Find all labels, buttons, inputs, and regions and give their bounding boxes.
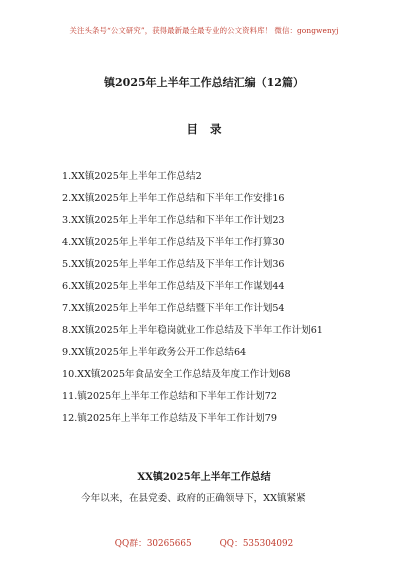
footer-qq-number: QQ：535304092 bbox=[219, 539, 294, 549]
toc-item[interactable]: 4.XX镇2025年上半年工作总结及下半年工作打算30 bbox=[62, 237, 285, 248]
toc-item[interactable]: 6.XX镇2025年上半年工作总结及下半年工作谋划44 bbox=[62, 281, 285, 292]
header-promo-note: 关注头条号“公文研究”，获得最新最全最专业的公文资料库！ 微信：gongwenyj bbox=[69, 26, 339, 35]
section-title: XX镇2025年上半年工作总结 bbox=[137, 472, 271, 483]
table-of-contents bbox=[62, 166, 362, 430]
toc-item[interactable]: 8.XX镇2025年上半年稳岗就业工作总结及下半年工作计划61 bbox=[62, 325, 323, 336]
toc-item[interactable]: 10.XX镇2025年食品安全工作总结及年度工作计划68 bbox=[62, 369, 291, 380]
toc-item[interactable]: 12.镇2025年上半年工作总结及下半年工作计划79 bbox=[62, 413, 277, 424]
document-title: 镇2025年上半年工作总结汇编（12篇） bbox=[104, 76, 304, 89]
toc-item[interactable]: 9.XX镇2025年上半年政务公开工作总结64 bbox=[62, 347, 247, 358]
toc-item[interactable]: 11.镇2025年上半年工作总结和下半年工作计划72 bbox=[62, 391, 277, 402]
toc-item[interactable]: 1.XX镇2025年上半年工作总结2 bbox=[62, 171, 202, 182]
footer-qq-group: QQ群：30265665 bbox=[114, 539, 192, 549]
toc-item[interactable]: 3.XX镇2025年上半年工作总结和下半年工作计划23 bbox=[62, 215, 285, 226]
toc-item[interactable]: 5.XX镇2025年上半年工作总结及下半年工作计划36 bbox=[62, 259, 285, 270]
body-paragraph: 今年以来，在县党委、政府的正确领导下，XX镇紧紧 bbox=[81, 493, 306, 504]
toc-item[interactable]: 7.XX镇2025年上半年工作总结暨下半年工作计划54 bbox=[62, 303, 285, 314]
toc-heading: 目录 bbox=[186, 122, 234, 136]
footer-contact bbox=[0, 536, 408, 549]
toc-item[interactable]: 2.XX镇2025年上半年工作总结和下半年工作安排16 bbox=[62, 193, 285, 204]
